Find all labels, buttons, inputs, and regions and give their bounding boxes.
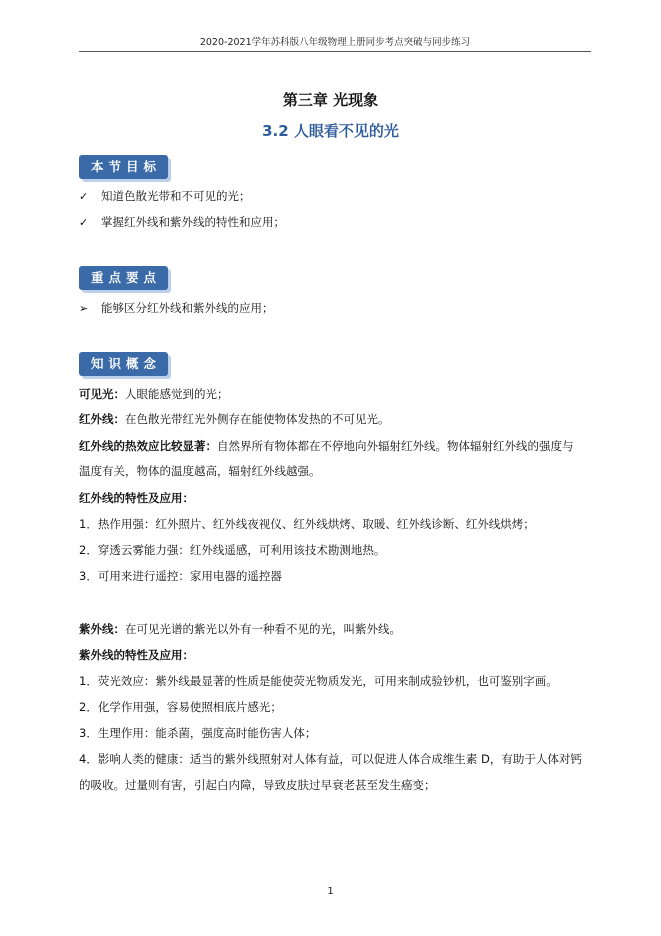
definition-text: 人眼能感觉到的光； <box>125 387 229 401</box>
infrared-item: 3．可用来进行遥控：家用电器的遥控器 <box>79 569 282 583</box>
goal-item-text: 掌握红外线和紫外线的特性和应用； <box>101 215 285 229</box>
ultraviolet-item-continued: 的吸收。过量则有害，引起白内障，导致皮肤过早衰老甚至发生癌变； <box>79 778 436 792</box>
term-label: 紫外线： <box>79 622 125 636</box>
ultraviolet-item: 3．生理作用：能杀菌，强度高时能伤害人体； <box>79 726 317 740</box>
definition-text: 自然界所有物体都在不停地向外辐射红外线。物体辐射红外线的强度与 <box>217 439 574 453</box>
ultraviolet-properties-title: 紫外线的特性及应用： <box>79 648 194 662</box>
infrared-item: 1．热作用强：红外照片、红外线夜视仪、红外线烘烤、取暖、红外线诊断、红外线烘烤； <box>79 517 535 531</box>
ultraviolet-definition <box>79 622 599 637</box>
concepts-section-tag: 知识概念 <box>79 352 168 376</box>
goal-item-text: 知道色散光带和不可见的光； <box>101 189 251 203</box>
arrow-bullet-icon: ➢ <box>79 302 89 315</box>
check-icon: ✓ <box>79 216 89 229</box>
check-icon: ✓ <box>79 190 89 203</box>
page-header: 2020-2021学年苏科版八年级物理上册同步考点突破与同步练习 <box>79 34 591 52</box>
chapter-title: 第三章 光现象 <box>282 91 379 109</box>
infrared-heat-effect-continued: 温度有关，物体的温度越高，辐射红外线越强。 <box>79 464 321 478</box>
term-label: 红外线： <box>79 412 125 426</box>
infrared-definition <box>79 412 599 427</box>
goal-item <box>79 189 599 204</box>
ultraviolet-item: 2．化学作用强，容易使照相底片感光； <box>79 700 282 714</box>
ultraviolet-item: 4．影响人类的健康：适当的紫外线照射对人体有益，可以促进人体合成维生素 D，有助于人体对钙 <box>79 752 582 766</box>
key-point-text: 能够区分红外线和紫外线的应用； <box>101 301 274 315</box>
goals-section-tag: 本节目标 <box>79 155 168 179</box>
visible-light-definition <box>79 387 599 402</box>
definition-text: 在可见光谱的紫光以外有一种看不见的光，叫紫外线。 <box>125 622 401 636</box>
lesson-title: 3.2 人眼看不见的光 <box>262 122 399 140</box>
definition-text: 在色散光带红光外侧存在能使物体发热的不可见光。 <box>125 412 390 426</box>
term-label: 红外线的热效应比较显著： <box>79 439 217 453</box>
infrared-properties-title: 红外线的特性及应用： <box>79 491 194 505</box>
key-point-item <box>79 301 599 316</box>
infrared-heat-effect <box>79 439 599 454</box>
term-label: 可见光： <box>79 387 125 401</box>
ultraviolet-item: 1．荧光效应：紫外线最显著的性质是能使荧光物质发光，可用来制成验钞机，也可鉴别字画。 <box>79 674 558 688</box>
goal-item <box>79 215 599 230</box>
infrared-item: 2．穿透云雾能力强：红外线遥感，可利用该技术勘测地热。 <box>79 543 386 557</box>
key-points-section-tag: 重点要点 <box>79 266 168 290</box>
page-number: 1 <box>327 886 334 897</box>
